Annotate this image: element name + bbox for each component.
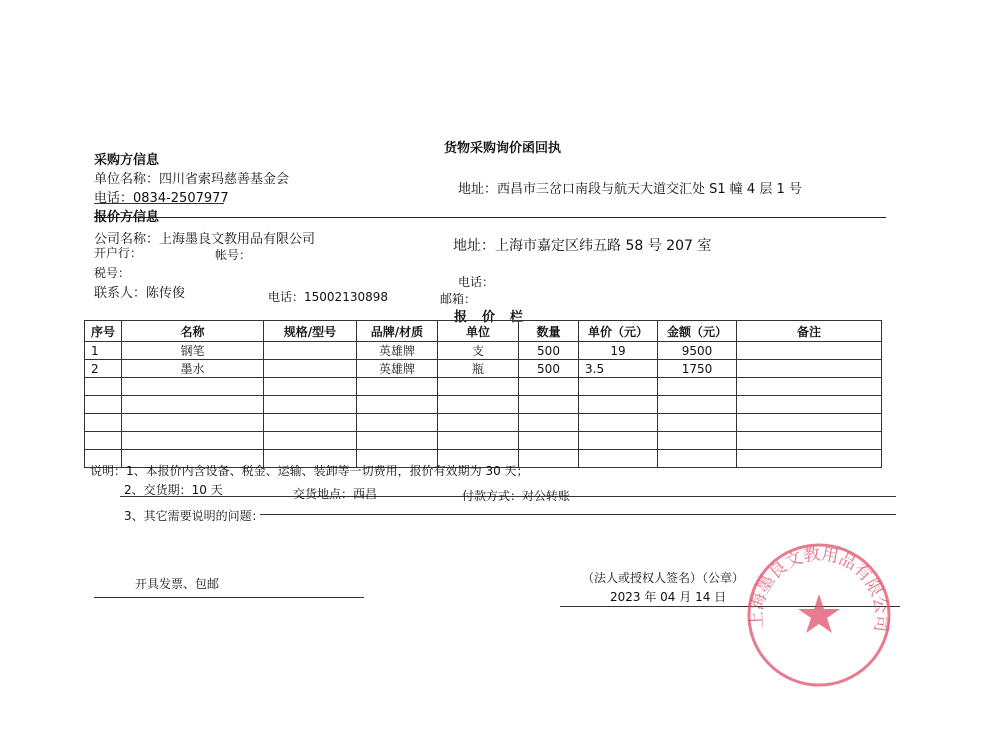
header-index: 序号: [85, 321, 122, 342]
buyer-phone-underline: [94, 203, 224, 204]
supplier-tax-label: 税号：: [94, 266, 131, 280]
quote-table-caption: 报 价 栏: [454, 310, 525, 325]
buyer-address-label: 地址：: [458, 182, 498, 197]
cell-amount: [658, 378, 737, 396]
company-seal: [744, 540, 894, 690]
table-row: [85, 360, 882, 378]
cell-remarks: [737, 342, 882, 360]
supplier-phone-row: [268, 288, 388, 305]
note-line-1: 说明：1、本报价内含设备、税金、运输、装卸等一切费用，报价有效期为 30 天；: [90, 464, 529, 478]
cell-unit: 瓶: [438, 360, 519, 378]
header-quantity: 数量: [519, 321, 579, 342]
supplier-phone-label-right: 电话：: [458, 275, 495, 289]
supplier-section-title: 报价方信息: [94, 210, 160, 225]
cell-brand: 英雄牌: [357, 360, 438, 378]
cell-unit: [438, 414, 519, 432]
supplier-contact-value: 陈传俊: [146, 286, 186, 301]
supplier-phone-label: 电话：: [268, 290, 305, 304]
cell-amount: [658, 414, 737, 432]
cell-amount: 1750: [658, 360, 737, 378]
cell-name: [122, 378, 264, 396]
cell-quantity: [519, 378, 579, 396]
cell-remarks: [737, 414, 882, 432]
supplier-bank-label: 开户行：: [94, 246, 143, 260]
supplier-email-label: 邮箱：: [440, 292, 477, 306]
supplier-account-label: 帐号：: [215, 248, 252, 262]
table-row: [85, 432, 882, 450]
header-brand: 品牌/材质: [357, 321, 438, 342]
signature-label: （法人或授权人签名）（公章）: [582, 571, 745, 585]
table-row: [85, 396, 882, 414]
cell-index: [85, 432, 122, 450]
cell-unit-price: 19: [579, 342, 658, 360]
cell-remarks: [737, 432, 882, 450]
supplier-contact-row: [94, 282, 185, 301]
cell-amount: 9500: [658, 342, 737, 360]
signature-date: 2023 年 04 月 14 日: [610, 590, 727, 604]
cell-quantity: [519, 432, 579, 450]
cell-name: 墨水: [122, 360, 264, 378]
cell-name: [122, 432, 264, 450]
cell-unit: 支: [438, 342, 519, 360]
cell-spec: [264, 342, 357, 360]
cell-name: [122, 396, 264, 414]
table-row: [85, 378, 882, 396]
seal-text: 上海墨良文教用品有限公司: [746, 544, 892, 634]
cell-quantity: [519, 396, 579, 414]
cell-spec: [264, 378, 357, 396]
footer-underline-left: [94, 597, 364, 598]
note-delivery-place: 交货地点：西昌: [293, 487, 378, 501]
cell-name: 钢笔: [122, 342, 264, 360]
buyer-phone-label: 电话：: [94, 191, 134, 206]
buyer-address-row: [458, 178, 802, 197]
cell-brand: [357, 432, 438, 450]
cell-unit: [438, 432, 519, 450]
supplier-company-value: 上海墨良文教用品有限公司: [159, 232, 316, 247]
cell-quantity: [519, 414, 579, 432]
supplier-contact-label: 联系人：: [94, 286, 147, 301]
cell-quantity: 500: [519, 342, 579, 360]
cell-quantity: 500: [519, 360, 579, 378]
cell-brand: 英雄牌: [357, 342, 438, 360]
cell-remarks: [737, 450, 882, 468]
buyer-unit-row: [94, 168, 289, 187]
cell-index: 1: [85, 342, 122, 360]
document-title: 货物采购询价函回执: [444, 141, 562, 156]
cell-spec: [264, 360, 357, 378]
cell-unit: [438, 396, 519, 414]
cell-remarks: [737, 396, 882, 414]
table-row: [85, 414, 882, 432]
cell-unit-price: [579, 450, 658, 468]
buyer-unit-value: 四川省索玛慈善基金会: [159, 172, 290, 187]
table-row: [85, 342, 882, 360]
header-name: 名称: [122, 321, 264, 342]
cell-remarks: [737, 360, 882, 378]
cell-index: [85, 396, 122, 414]
note-underline-3: [260, 514, 896, 515]
supplier-company-label: 公司名称：: [94, 232, 160, 247]
supplier-address-value: 上海市嘉定区纬五路 58 号 207 室: [495, 238, 712, 254]
supplier-address-label: 地址：: [453, 238, 495, 254]
buyer-phone-value: 0834-2507977: [133, 191, 229, 206]
cell-amount: [658, 396, 737, 414]
buyer-section-title: 采购方信息: [94, 153, 160, 168]
cell-unit-price: [579, 396, 658, 414]
cell-spec: [264, 414, 357, 432]
section-divider: [94, 217, 886, 218]
buyer-unit-label: 单位名称：: [94, 172, 160, 187]
note-payment-method: 付款方式：对公转账: [462, 489, 571, 503]
cell-unit-price: [579, 414, 658, 432]
header-unit-price: 单价（元）: [579, 321, 658, 342]
cell-unit-price: 3.5: [579, 360, 658, 378]
cell-brand: [357, 378, 438, 396]
cell-brand: [357, 414, 438, 432]
cell-spec: [264, 432, 357, 450]
header-remarks: 备注: [737, 321, 882, 342]
cell-spec: [264, 396, 357, 414]
cell-index: [85, 414, 122, 432]
header-amount: 金额（元）: [658, 321, 737, 342]
cell-brand: [357, 396, 438, 414]
note-line-3: 3、其它需要说明的问题：: [124, 509, 264, 523]
cell-name: [122, 414, 264, 432]
header-spec: 规格/型号: [264, 321, 357, 342]
cell-amount: [658, 432, 737, 450]
supplier-phone-value: 15002130898: [304, 290, 388, 304]
buyer-address-value: 西昌市三岔口南段与航天大道交汇处 S1 幢 4 层 1 号: [497, 182, 802, 197]
cell-unit-price: [579, 432, 658, 450]
cell-remarks: [737, 378, 882, 396]
cell-index: [85, 378, 122, 396]
quote-table: [84, 320, 882, 468]
cell-index: 2: [85, 360, 122, 378]
cell-unit: [438, 378, 519, 396]
cell-unit-price: [579, 378, 658, 396]
header-unit: 单位: [438, 321, 519, 342]
cell-amount: [658, 450, 737, 468]
seal-star-icon: [798, 594, 840, 633]
supplier-address-row: [453, 235, 711, 255]
note-delivery-time: 2、交货期：10 天: [124, 483, 223, 497]
table-header-row: [85, 321, 882, 342]
invoice-note: 开具发票、包邮: [135, 577, 220, 591]
